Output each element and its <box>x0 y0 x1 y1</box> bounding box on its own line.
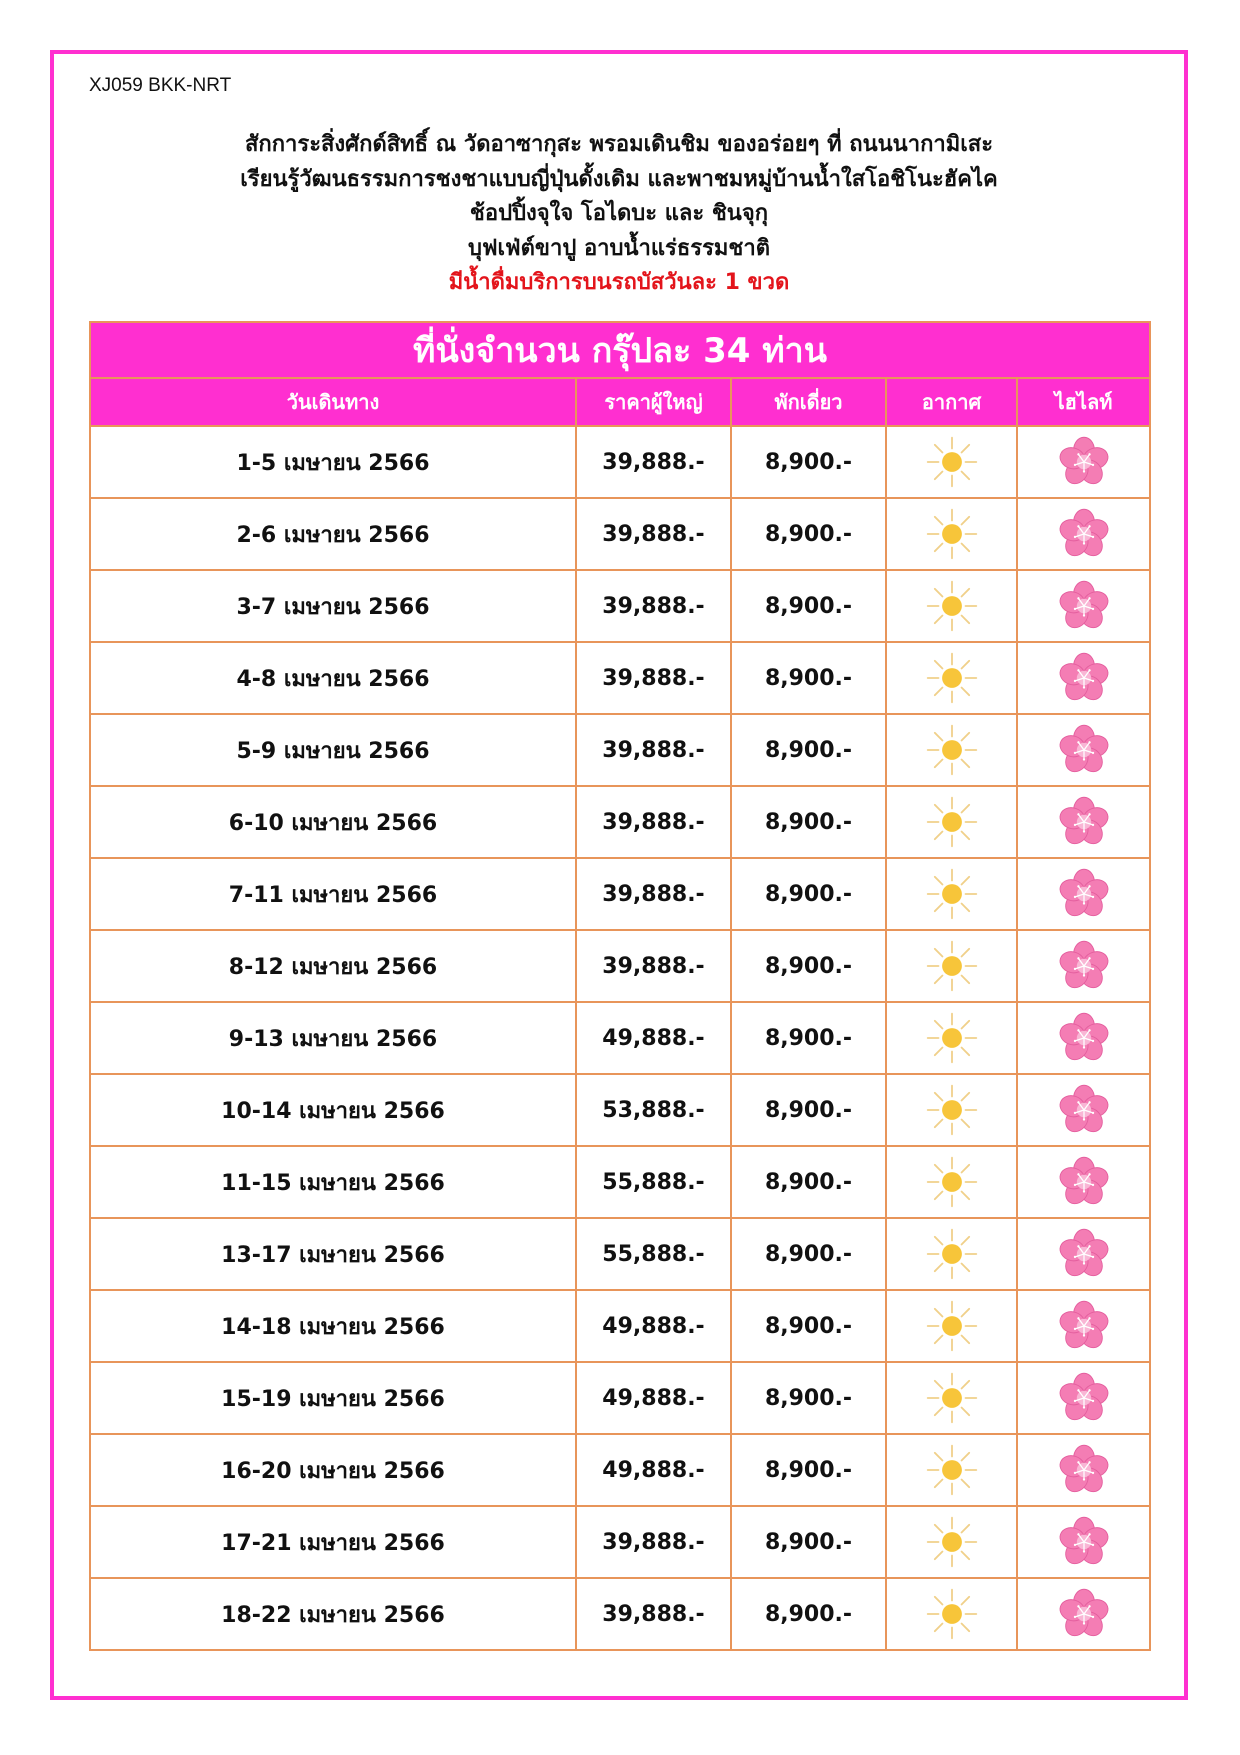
adult-price-cell: 55,888.- <box>576 1146 731 1218</box>
weather-cell <box>886 1362 1017 1434</box>
sun-icon <box>925 795 979 849</box>
single-supplement-cell: 8,900.- <box>731 858 886 930</box>
travel-date-cell: 5-9 เมษายน 2566 <box>90 714 576 786</box>
table-row <box>90 642 1150 714</box>
adult-price-cell: 39,888.- <box>576 1578 731 1650</box>
travel-date-cell: 9-13 เมษายน 2566 <box>90 1002 576 1074</box>
weather-cell <box>886 1578 1017 1650</box>
highlight-cell <box>1017 714 1150 786</box>
single-supplement-cell: 8,900.- <box>731 1578 886 1650</box>
single-supplement-cell: 8,900.- <box>731 714 886 786</box>
adult-price-cell: 55,888.- <box>576 1218 731 1290</box>
column-header-single-supplement: พักเดี่ยว <box>731 378 886 426</box>
single-supplement-cell: 8,900.- <box>731 1218 886 1290</box>
cherry-blossom-icon <box>1057 435 1111 489</box>
sun-icon <box>925 1299 979 1353</box>
highlight-cell <box>1017 858 1150 930</box>
cherry-blossom-icon <box>1057 579 1111 633</box>
table-row <box>90 930 1150 1002</box>
cherry-blossom-icon <box>1057 1011 1111 1065</box>
cherry-blossom-icon <box>1057 1299 1111 1353</box>
table-row <box>90 1506 1150 1578</box>
weather-cell <box>886 426 1017 498</box>
table-row <box>90 1146 1150 1218</box>
weather-cell <box>886 1290 1017 1362</box>
travel-date-cell: 17-21 เมษายน 2566 <box>90 1506 576 1578</box>
weather-cell <box>886 1218 1017 1290</box>
adult-price-cell: 39,888.- <box>576 642 731 714</box>
sun-icon <box>925 723 979 777</box>
highlight-line-buffet-onsen: บุฟเฟ่ต์ขาปู อาบน้ำแร่ธรรมชาติ <box>468 235 770 261</box>
weather-cell <box>886 1506 1017 1578</box>
sun-icon <box>925 1227 979 1281</box>
cherry-blossom-icon <box>1057 651 1111 705</box>
travel-date-cell: 8-12 เมษายน 2566 <box>90 930 576 1002</box>
sun-icon <box>925 579 979 633</box>
adult-price-cell: 49,888.- <box>576 1434 731 1506</box>
cherry-blossom-icon <box>1057 939 1111 993</box>
table-row <box>90 1578 1150 1650</box>
weather-cell <box>886 1074 1017 1146</box>
highlight-cell <box>1017 1578 1150 1650</box>
single-supplement-cell: 8,900.- <box>731 1290 886 1362</box>
travel-date-cell: 10-14 เมษายน 2566 <box>90 1074 576 1146</box>
column-header-highlight: ไฮไลท์ <box>1017 378 1150 426</box>
single-supplement-cell: 8,900.- <box>731 930 886 1002</box>
travel-date-cell: 2-6 เมษายน 2566 <box>90 498 576 570</box>
travel-date-cell: 3-7 เมษายน 2566 <box>90 570 576 642</box>
travel-date-cell: 18-22 เมษายน 2566 <box>90 1578 576 1650</box>
cherry-blossom-icon <box>1057 1443 1111 1497</box>
table-row <box>90 714 1150 786</box>
table-row <box>90 786 1150 858</box>
highlight-cell <box>1017 1362 1150 1434</box>
tour-highlights <box>54 128 1184 301</box>
table-row <box>90 1002 1150 1074</box>
table-row <box>90 1290 1150 1362</box>
single-supplement-cell: 8,900.- <box>731 642 886 714</box>
travel-date-cell: 16-20 เมษายน 2566 <box>90 1434 576 1506</box>
cherry-blossom-icon <box>1057 507 1111 561</box>
highlight-cell <box>1017 1002 1150 1074</box>
table-title: ที่นั่งจำนวน กรุ๊ปละ 34 ท่าน <box>90 322 1150 378</box>
travel-date-cell: 11-15 เมษายน 2566 <box>90 1146 576 1218</box>
weather-cell <box>886 498 1017 570</box>
weather-cell <box>886 930 1017 1002</box>
travel-date-cell: 15-19 เมษายน 2566 <box>90 1362 576 1434</box>
adult-price-cell: 39,888.- <box>576 570 731 642</box>
highlight-cell <box>1017 426 1150 498</box>
weather-cell <box>886 858 1017 930</box>
single-supplement-cell: 8,900.- <box>731 1506 886 1578</box>
table-row <box>90 858 1150 930</box>
sun-icon <box>925 867 979 921</box>
single-supplement-cell: 8,900.- <box>731 1434 886 1506</box>
sun-icon <box>925 1083 979 1137</box>
highlight-line-temple: สักการะสิ่งศักด์สิทธิ์ ณ วัดอาซากุสะ พรอมเดินชิม ของอร่อยๆ ที่ ถนนนากามิเสะ <box>244 132 994 157</box>
adult-price-cell: 49,888.- <box>576 1362 731 1434</box>
travel-date-cell: 14-18 เมษายน 2566 <box>90 1290 576 1362</box>
single-supplement-cell: 8,900.- <box>731 426 886 498</box>
cherry-blossom-icon <box>1057 723 1111 777</box>
adult-price-cell: 39,888.- <box>576 930 731 1002</box>
adult-price-cell: 39,888.- <box>576 498 731 570</box>
weather-cell <box>886 714 1017 786</box>
sun-icon <box>925 1011 979 1065</box>
weather-cell <box>886 570 1017 642</box>
highlight-cell <box>1017 1146 1150 1218</box>
column-header-date: วันเดินทาง <box>90 378 576 426</box>
weather-cell <box>886 1434 1017 1506</box>
highlight-cell <box>1017 930 1150 1002</box>
sun-icon <box>925 1371 979 1425</box>
table-title-row <box>90 322 1150 378</box>
tour-code: XJ059 BKK-NRT <box>89 75 232 96</box>
highlight-cell <box>1017 1290 1150 1362</box>
highlight-cell <box>1017 498 1150 570</box>
table-row <box>90 1074 1150 1146</box>
highlight-cell <box>1017 1434 1150 1506</box>
single-supplement-cell: 8,900.- <box>731 498 886 570</box>
cherry-blossom-icon <box>1057 1083 1111 1137</box>
highlight-cell <box>1017 570 1150 642</box>
single-supplement-cell: 8,900.- <box>731 786 886 858</box>
travel-date-cell: 1-5 เมษายน 2566 <box>90 426 576 498</box>
price-table <box>89 321 1151 1651</box>
travel-date-cell: 13-17 เมษายน 2566 <box>90 1218 576 1290</box>
weather-cell <box>886 1146 1017 1218</box>
single-supplement-cell: 8,900.- <box>731 570 886 642</box>
column-header-adult-price: ราคาผู้ใหญ่ <box>576 378 731 426</box>
cherry-blossom-icon <box>1057 1371 1111 1425</box>
table-row <box>90 570 1150 642</box>
highlight-cell <box>1017 1218 1150 1290</box>
adult-price-cell: 39,888.- <box>576 426 731 498</box>
table-header-row <box>90 378 1150 426</box>
column-header-weather: อากาศ <box>886 378 1017 426</box>
travel-date-cell: 6-10 เมษายน 2566 <box>90 786 576 858</box>
adult-price-cell: 49,888.- <box>576 1290 731 1362</box>
highlight-cell <box>1017 1506 1150 1578</box>
travel-date-cell: 7-11 เมษายน 2566 <box>90 858 576 930</box>
weather-cell <box>886 642 1017 714</box>
cherry-blossom-icon <box>1057 1515 1111 1569</box>
cherry-blossom-icon <box>1057 1587 1111 1641</box>
sun-icon <box>925 1443 979 1497</box>
sun-icon <box>925 1155 979 1209</box>
highlight-line-tea-ceremony: เรียนรู้วัฒนธรรมการชงชาแบบญี่ปุ่นดั้งเดิม และพาชมหมู่บ้านน้ำใสโอชิโนะฮัคไค <box>240 166 998 192</box>
adult-price-cell: 39,888.- <box>576 1506 731 1578</box>
highlight-cell <box>1017 642 1150 714</box>
single-supplement-cell: 8,900.- <box>731 1362 886 1434</box>
cherry-blossom-icon <box>1057 867 1111 921</box>
sun-icon <box>925 651 979 705</box>
cherry-blossom-icon <box>1057 1155 1111 1209</box>
table-row <box>90 1362 1150 1434</box>
travel-date-cell: 4-8 เมษายน 2566 <box>90 642 576 714</box>
highlight-cell <box>1017 786 1150 858</box>
adult-price-cell: 49,888.- <box>576 1002 731 1074</box>
adult-price-cell: 53,888.- <box>576 1074 731 1146</box>
cherry-blossom-icon <box>1057 1227 1111 1281</box>
cherry-blossom-icon <box>1057 795 1111 849</box>
sun-icon <box>925 435 979 489</box>
table-row <box>90 1434 1150 1506</box>
single-supplement-cell: 8,900.- <box>731 1146 886 1218</box>
water-service-notice: มีน้ำดื่มบริการบนรถบัสวันละ 1 ขวด <box>448 270 790 295</box>
highlight-line-shopping: ช้อปปิ้งจุใจ โอไดบะ และ ชินจุกุ <box>469 201 769 226</box>
sun-icon <box>925 1587 979 1641</box>
single-supplement-cell: 8,900.- <box>731 1002 886 1074</box>
price-table-body <box>90 426 1150 1650</box>
table-row <box>90 498 1150 570</box>
adult-price-cell: 39,888.- <box>576 858 731 930</box>
weather-cell <box>886 1002 1017 1074</box>
table-row <box>90 1218 1150 1290</box>
weather-cell <box>886 786 1017 858</box>
adult-price-cell: 39,888.- <box>576 786 731 858</box>
table-row <box>90 426 1150 498</box>
highlight-cell <box>1017 1074 1150 1146</box>
sun-icon <box>925 939 979 993</box>
sun-icon <box>925 507 979 561</box>
single-supplement-cell: 8,900.- <box>731 1074 886 1146</box>
sun-icon <box>925 1515 979 1569</box>
adult-price-cell: 39,888.- <box>576 714 731 786</box>
